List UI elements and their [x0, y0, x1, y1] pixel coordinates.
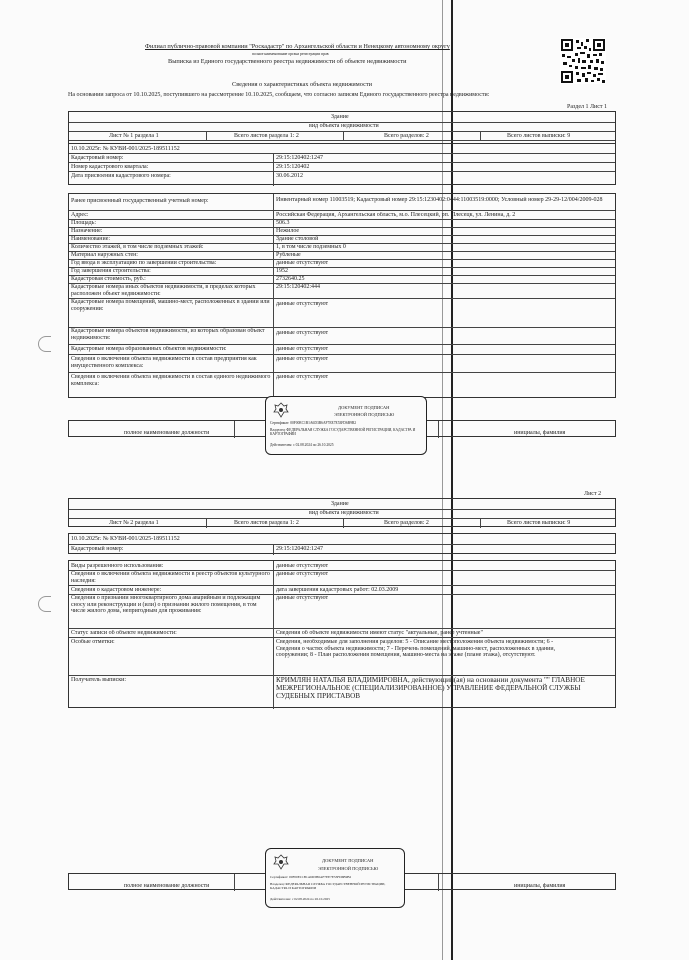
- org-name: Филиал публично-правовой компании "Роскадастр" по Архангельской области и Ненецкому автономному округу: [145, 43, 450, 50]
- cert-number: Сертификат: 00F00EC1B1A6D3B6AF7EE7E53FD6B9B2: [270, 875, 352, 879]
- row-val: КРИМЛЯН НАТАЛЬЯ ВЛАДИМИРОВНА, действующий(ая) на основании документа "" ГЛАВНОЕ МЕЖРЕГИОНАЛЬНОЕ (СПЕЦИАЛИЗИРОВАННОЕ) УПРАВЛЕНИЕ ФЕДЕРАЛЬНОЙ СЛУЖБЫ СУДЕБНЫХ ПРИСТАВОВ: [276, 676, 585, 700]
- row-val: данные отсутствуют: [276, 374, 329, 380]
- row-key: Площадь:: [71, 220, 97, 226]
- row-key: Статус записи об объекте недвижимости:: [71, 630, 177, 636]
- e-signature-stamp: [265, 396, 427, 455]
- row-val: Российская Федерация, Архангельская область, м.о. Плесецкий, рп. Плесецк, ул. Ленина, д. 2: [276, 212, 516, 218]
- cert-valid: Действителен: с 02.08.2024 по 26.10.2025: [270, 443, 334, 447]
- row-key: Сведения о признании многоквартирного дома аварийным и подлежащим сносу или реконструкции и (или) о признании жилого помещения, в том числе жилого дома, непригодным для проживания:: [71, 595, 261, 614]
- cert-owner: Владелец: ФЕДЕРАЛЬНАЯ СЛУЖБА ГОСУДАРСТВЕННОЙ РЕГИСТРАЦИИ, КАДАСТРА И КАРТОГРАФИИ: [270, 428, 416, 437]
- row-key: Кадастровая стоимость, руб.:: [71, 276, 146, 282]
- row-key: Сведения о кадастровом инженере:: [71, 587, 162, 593]
- row-key: Ранее присвоенный государственный учетный номер:: [71, 198, 209, 204]
- sheet-meta-1: Лист № 2 раздела 1: [109, 520, 159, 526]
- row-key: Кадастровые номера помещений, машино-мест, расположенных в здании или сооружении:: [71, 299, 270, 312]
- row-key: Количество этажей, в том числе подземных этажей:: [71, 244, 204, 250]
- cad-key: Кадастровый номер:: [71, 155, 124, 161]
- row-key: Сведения о включении объекта недвижимости в состав единого недвижимого комплекса:: [71, 374, 271, 387]
- e-signature-stamp: [265, 848, 405, 908]
- quarter-val: 29:15:120402: [276, 164, 310, 170]
- sheet1-section-label: Раздел 1 Лист 1: [567, 104, 608, 110]
- coat-of-arms-icon: [272, 853, 290, 871]
- sheet-meta-1: Лист № 1 раздела 1: [109, 133, 159, 139]
- object-type: Здание: [331, 114, 349, 120]
- coat-of-arms-icon: [272, 401, 290, 419]
- sheet-meta-2: Всего листов раздела 1: 2: [234, 520, 299, 526]
- object-type-note: вид объекта недвижимости: [309, 123, 379, 129]
- stamp-title: ДОКУМЕНТ ПОДПИСАН: [322, 858, 374, 863]
- row-val: 1952: [276, 268, 288, 274]
- sheet-meta-4: Всего листов выписки: 9: [507, 520, 571, 526]
- row-key: Виды разрешенного использования:: [71, 563, 164, 569]
- row-key: Сведения о включении объекта недвижимости в реестр объектов культурного наследия:: [71, 571, 270, 584]
- row-val: Сведения, необходимые для заполнения разделов: 5 - Описание местоположения объекта недвижимости; 6 - Сведения о частях объекта недвижимости; 7 - Перечень помещений, машино-мест, расположенных в здании, сооружении; 8 - План расположения помещения, машино-места на этаже (плане этажа), отсутствуют.: [276, 639, 556, 658]
- sheet-meta-4: Всего листов выписки: 9: [507, 133, 571, 139]
- cert-number: Сертификат: 00F00EC1B1A6D3B6AF7EE7E53FD6B9B2: [270, 421, 357, 425]
- row-val: Рубленые: [276, 252, 301, 258]
- quarter-key: Номер кадастрового квартала:: [71, 164, 149, 170]
- sheet1-characteristics-table: [68, 193, 616, 398]
- stamp-subtitle: ЭЛЕКТРОННОЙ ПОДПИСЬЮ: [318, 866, 379, 871]
- row-val: данные отсутствуют: [276, 356, 329, 362]
- sheet-meta-3: Всего разделов: 2: [384, 520, 429, 526]
- initials-label: инициалы, фамилия: [514, 430, 566, 436]
- date-val: 30.06.2012: [276, 173, 303, 179]
- binder-hole-icon: [38, 596, 51, 612]
- row-val: 506.3: [276, 220, 290, 226]
- row-key: Материал наружных стен:: [71, 252, 138, 258]
- doc-number: 10.10.2025г. № КУВИ-001/2025-189511152: [71, 146, 180, 152]
- stamp-title: ДОКУМЕНТ ПОДПИСАН: [338, 405, 390, 410]
- binder-hole-icon: [38, 336, 51, 352]
- row-val: данные отсутствуют: [276, 346, 329, 352]
- request-line: На основании запроса от 10.10.2025, поступившего на рассмотрение 10.10.2025, сообщаем, что согласно записям Единого государственного реестра недвижимости:: [68, 92, 490, 98]
- row-val: дата завершения кадастровых работ: 02.03.2009: [276, 587, 399, 593]
- row-key: Кадастровые номера объектов недвижимости, из которых образован объект недвижимости:: [71, 328, 265, 341]
- cad-val: 29:15:120402:1247: [276, 546, 324, 552]
- position-label: полное наименование должности: [124, 883, 210, 889]
- row-val: Сведения об объекте недвижимости имеют статус "актуальные, ранее учтенные": [276, 630, 483, 636]
- cad-val: 29:15:120402:1247: [276, 155, 324, 161]
- cert-owner: Владелец: ФЕДЕРАЛЬНАЯ СЛУЖБА ГОСУДАРСТВЕННОЙ РЕГИСТРАЦИИ, КАДАСТРА И КАРТОГРАФИИ: [270, 882, 386, 891]
- initials-label: инициалы, фамилия: [514, 883, 566, 889]
- object-type-note: вид объекта недвижимости: [309, 510, 379, 516]
- sheet2-section-label: Лист 2: [584, 491, 602, 497]
- row-val: данные отсутствуют: [276, 595, 329, 601]
- sheet-meta-2: Всего листов раздела 1: 2: [234, 133, 299, 139]
- sheet1-cadastral-table: [68, 143, 616, 185]
- row-val: 29:15:120402:444: [276, 284, 321, 290]
- row-val: 1, в том числе подземных 0: [276, 244, 346, 250]
- doc-number: 10.10.2025г. № КУВИ-001/2025-189511152: [71, 536, 180, 542]
- sheet2-cadastral-table: [68, 533, 616, 554]
- row-val: 2732640.25: [276, 276, 305, 282]
- row-key: Особые отметки:: [71, 639, 115, 645]
- section-title: Сведения о характеристиках объекта недвижимости: [232, 81, 372, 88]
- row-val: данные отсутствуют: [276, 571, 329, 577]
- object-type: Здание: [331, 501, 349, 507]
- row-val: данные отсутствуют: [276, 260, 329, 266]
- sheet-meta-3: Всего разделов: 2: [384, 133, 429, 139]
- extract-title: Выписка из Единого государственного реестра недвижимости об объекте недвижимости: [168, 58, 407, 65]
- sheet2-characteristics-table: [68, 560, 616, 708]
- sheet2-object-table: [68, 498, 616, 527]
- row-key: Год ввода в эксплуатацию по завершении строительства:: [71, 260, 217, 266]
- date-key: Дата присвоения кадастрового номера:: [71, 173, 171, 179]
- stamp-subtitle: ЭЛЕКТРОННОЙ ПОДПИСЬЮ: [334, 412, 395, 417]
- qr-code-icon: [560, 38, 606, 84]
- row-key: Получатель выписки:: [71, 677, 127, 683]
- cad-key: Кадастровый номер:: [71, 546, 124, 552]
- row-key: Назначение:: [71, 228, 103, 234]
- row-val: Инвентарный номер 11003519; Кадастровый номер 29:15:1230402:0444:11003519:0000; Условный номер 29-29-12/004/2009-028: [276, 197, 603, 203]
- position-label: полное наименование должности: [124, 430, 210, 436]
- row-key: Кадастровые номера образованных объектов недвижимости:: [71, 346, 227, 352]
- row-val: Нежилое: [276, 228, 300, 234]
- row-val: данные отсутствуют: [276, 563, 329, 569]
- row-key: Год завершения строительства:: [71, 268, 151, 274]
- row-val: Здание столовой: [276, 236, 319, 242]
- row-key: Адрес:: [71, 212, 89, 218]
- row-val: данные отсутствуют: [276, 330, 329, 336]
- row-key: Наименование:: [71, 236, 111, 242]
- row-key: Кадастровые номера иных объектов недвижимости, в пределах которых расположен объект недвижимости:: [71, 284, 256, 297]
- row-val: данные отсутствуют: [276, 301, 329, 307]
- org-note: полное наименование органа регистрации прав: [252, 52, 329, 56]
- cert-valid: Действителен: с 02.08.2024 по 26.10.2025: [270, 897, 330, 901]
- row-key: Сведения о включении объекта недвижимости в состав предприятия как имущественного комплекса:: [71, 356, 257, 369]
